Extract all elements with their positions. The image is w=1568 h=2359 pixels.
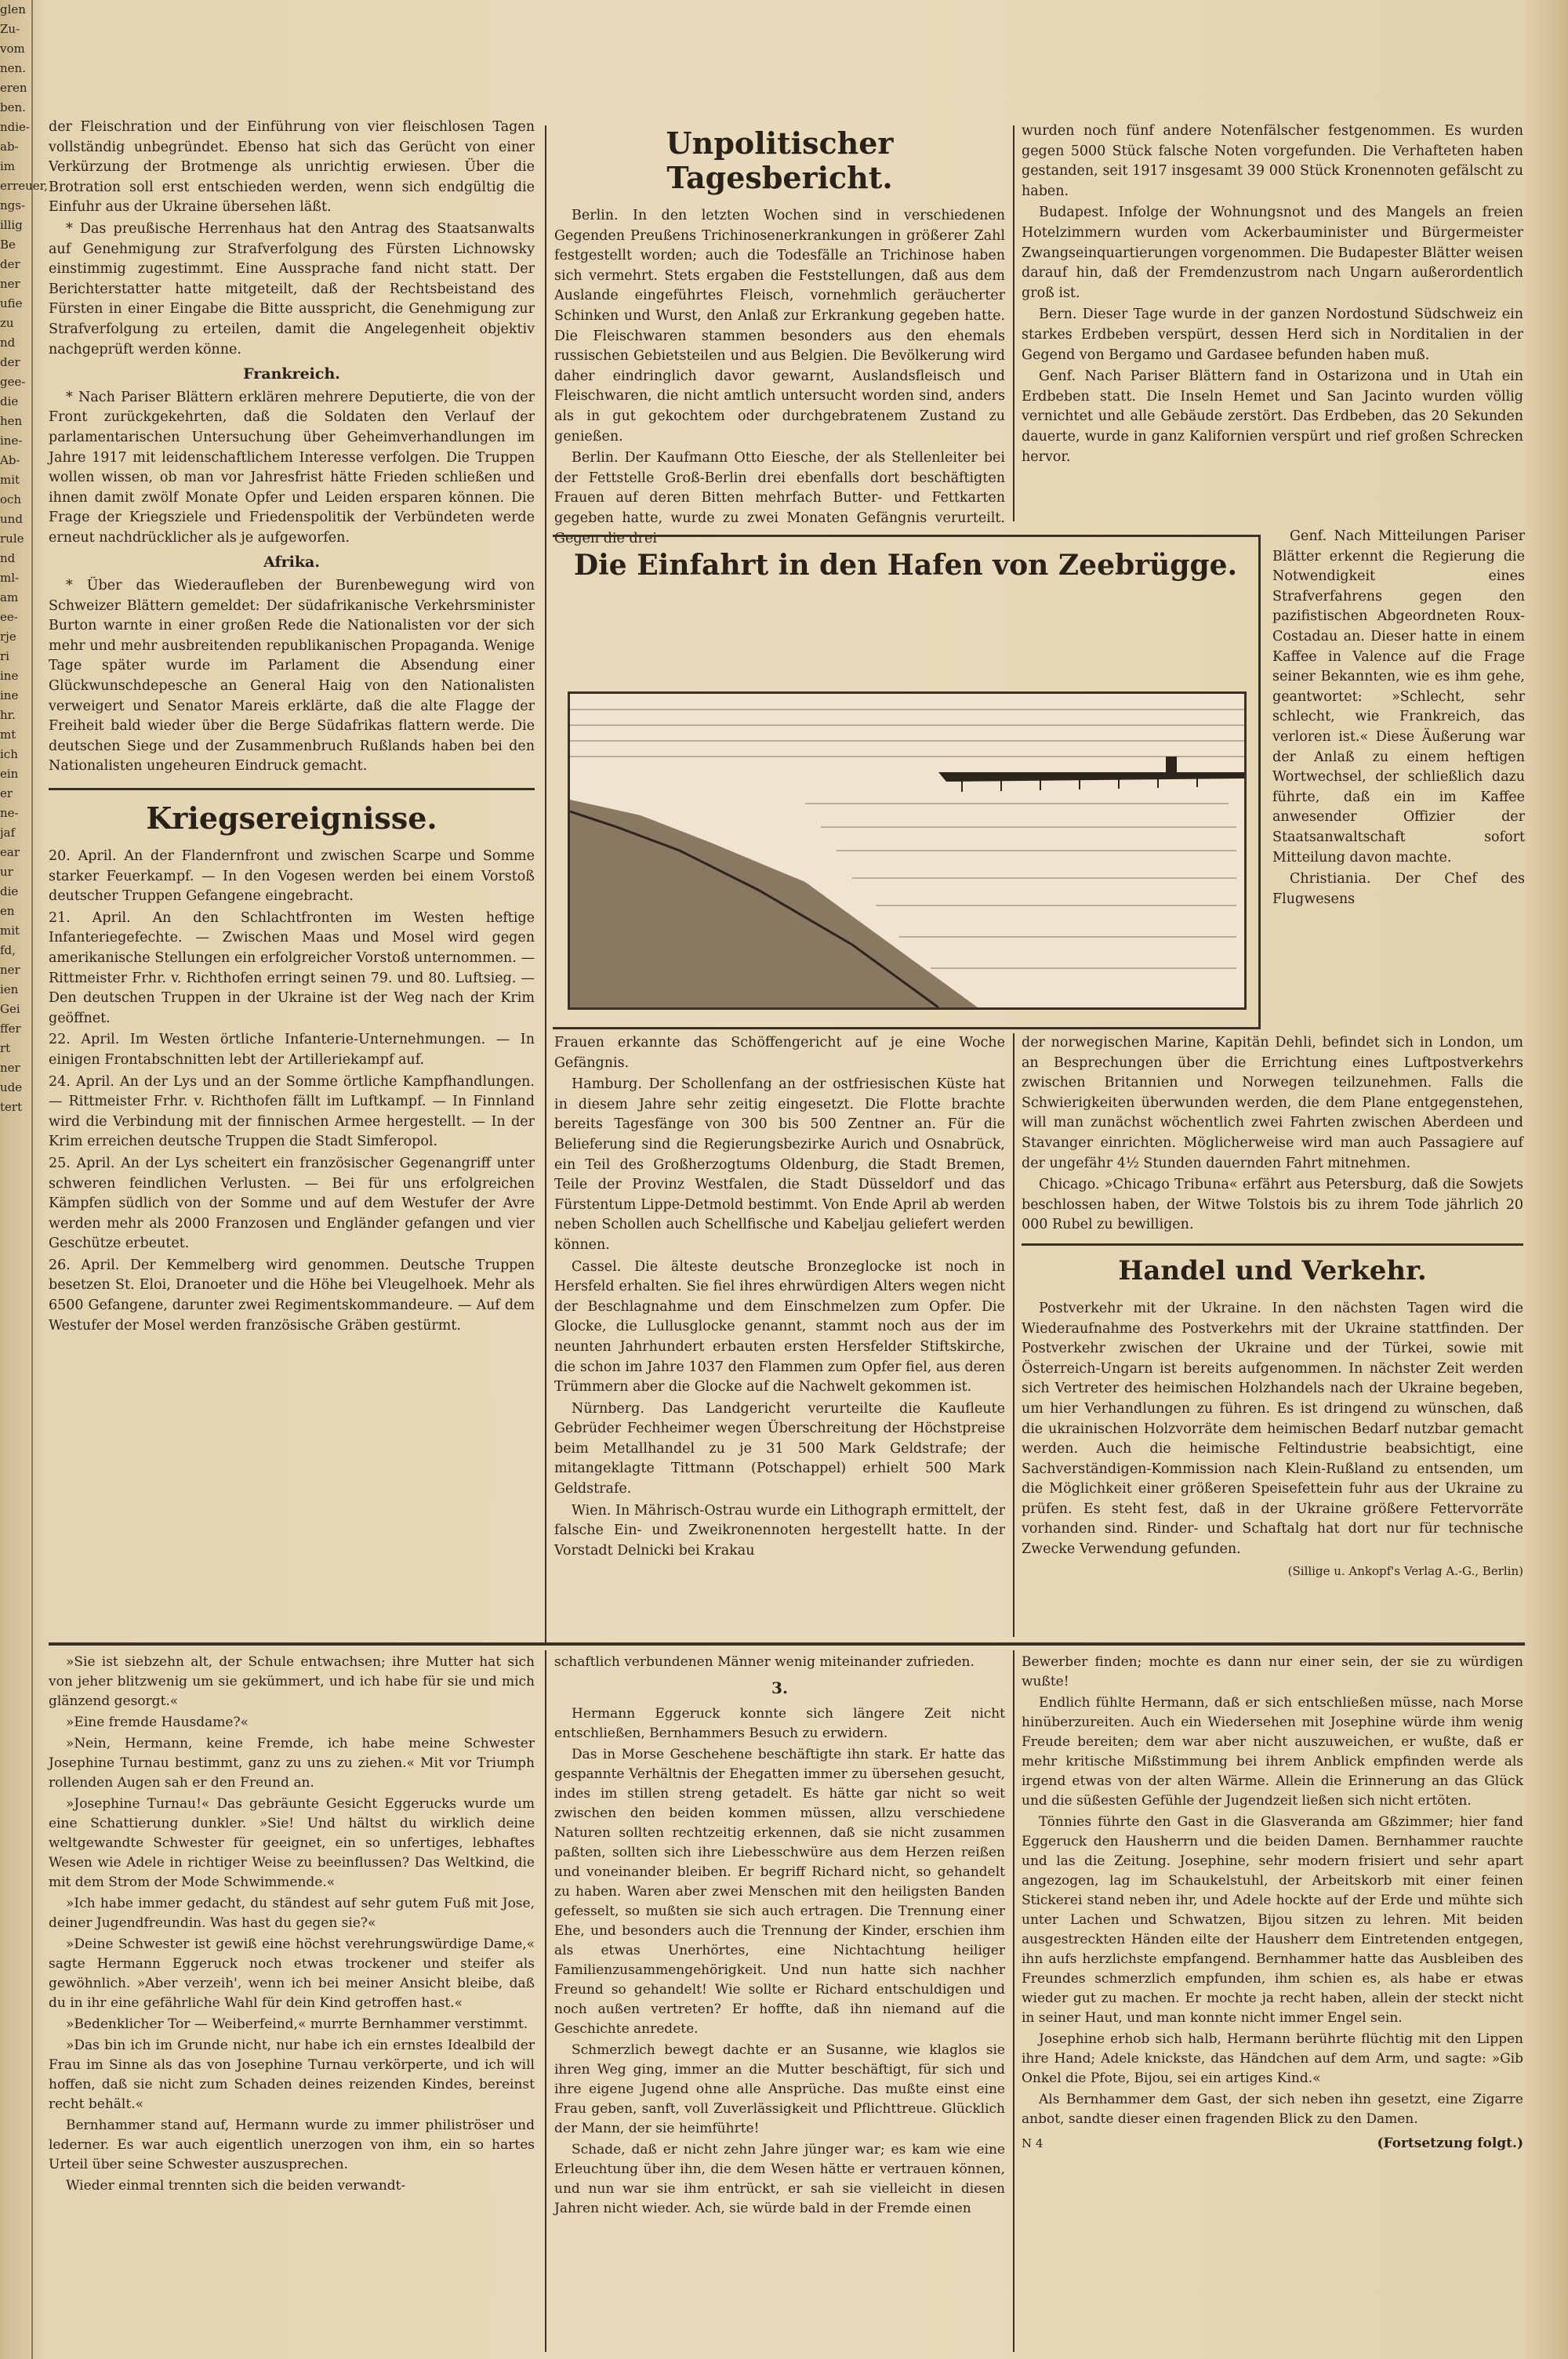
edge-text-fragment: ffer — [0, 1022, 21, 1036]
serial-paragraph: »Sie ist siebzehn alt, der Schule entwachsen; ihre Mutter hat sich von jeher blitzwenig um sie gekümmert, und ich habe für sie und mich glänzend gesorgt.« — [49, 1654, 535, 1709]
article-berlin-trichinose: Berlin. In den letzten Wochen sind in verschiedenen Gegenden Preußens Trichinosenerkrankungen in größerer Zahl festgestellt worden; auch die Todesfälle an Trichinose haben sich vermehrt. Stets ergaben die Feststellungen, daß aus dem Auslande eingeführtes Fleisch, vornehmlich geräucherter Schinken und Wurst, den Anlaß zur Erkrankung gegeben hatte. Die Fleischwaren stammen besonders aus den ehemals russischen Gebietsteilen und aus Belgien. Die Bevölkerung wird daher eindringlich davor gewarnt, Auslandsfleisch und Fleischwaren, die nicht amtlich untersucht worden sind, anders als in gut gekochtem oder durchgebratenem Zustand zu genießen. — [554, 208, 1005, 445]
edge-text-fragment: nd — [0, 551, 16, 565]
edge-text-fragment: vom — [0, 42, 25, 56]
edge-text-fragment: ich — [0, 747, 18, 761]
article-bern: Bern. Dieser Tage wurde in der ganzen Nordostund Südschweiz ein starkes Erdbeben verspürt, dessen Herd sich in Norditalien in der Gegend von Bergamo und Gardasee befunden haben muß. — [1022, 307, 1523, 363]
serial-paragraph: Endlich fühlte Hermann, daß er sich entschließen müsse, nach Morse hinüberzureiten. Auch ein Wiedersehen mit Josephine würde ihm wenig Freude bereiten; dem war aber nicht auszuweichen, er wußte, daß er mehr kritische Mißstimmung bei ihrem Anblick empfinden werde als irgend etwas von der alten Wärme. Allein die Erinnerung an das Glück und die süßesten Gefühle der Jugendzeit ließen sich nicht ertöten. — [1022, 1695, 1523, 1809]
edge-text-fragment: hen — [0, 414, 23, 428]
column-side — [1272, 527, 1525, 1044]
column-rule — [1013, 125, 1014, 521]
serial-paragraph: Hermann Eggeruck konnte sich längere Zeit nicht entschließen, Bernhammers Besuch zu erwidern. — [554, 1706, 1005, 1741]
edge-text-fragment: hr. — [0, 708, 16, 722]
edge-text-fragment: Be — [0, 238, 16, 252]
edge-text-fragment: ufie — [0, 296, 23, 310]
engraving-image — [570, 694, 1244, 1007]
publisher-credit: (Sillige u. Ankopf's Verlag A.-G., Berlin) — [1287, 1563, 1523, 1578]
serial-paragraph: Tönnies führte den Gast in die Glasveranda am Gßzimmer; hier fand Eggeruck den Hausherrn und die beiden Damen. Bernhammer rauchte und las die Zeitung. Josephine, sehr modern frisiert und sehr apart angezogen, lag im Schaukelstuhl, der Arbeitskorb mit einer feinen Stickerei stand neben ihr, und Adele hockte auf der Erde und mühte sich unter Lachen und Schwatzen, Bijou sitzen zu lehren. Mit beiden ausgestreckten Händen eilte der Hausherr dem Eintretenden entgegen, ihn aufs herzlichste empfangend. Bernhammer hatte das Ausbleiben des Freundes schmerzlich empfunden, ihm schien es, als habe er etwas wieder gut zu machen. Er mochte ja recht haben, allein der steckt nicht in seiner Haut, und man konnte nicht immer Engel sein. — [1022, 1814, 1523, 2026]
edge-text-fragment: erreuer, — [0, 179, 48, 193]
serial-paragraph: »Josephine Turnau!« Das gebräunte Gesicht Eggerucks wurde um eine Schattierung dunkler. »Sie! Und hältst du wirklich deine weltgewandte Schwester für geeignet, ein so unfertiges, lebhaftes Wesen wie Adele in richtiger Weise zu beeinflussen? Das Weltkind, die mit dem Strom der Mode Schwimmende.« — [49, 1796, 535, 1890]
serial-paragraph: »Das bin ich im Grunde nicht, nur habe ich ein ernstes Idealbild der Frau im Sinne als das von Josephine Turnau verkörperte, und ich will hoffen, daß sie nicht zum Schaden deines reizenden Kindes, bereinst recht behält.« — [49, 2038, 535, 2112]
edge-text-fragment: ine- — [0, 434, 23, 448]
serial-paragraph: Schmerzlich bewegt dachte er an Susanne, wie klaglos sie ihren Weg ging, immer an die Mutter beschäftigt, für sich und ihre eigene Jugend ohne alle Ansprüche. Das mußte einst eine Frau geben, sanft, voll Zuverlässigkeit und Pflichttreue. Glücklich der Mann, der sie heimführte! — [554, 2042, 1005, 2136]
article-notenfaelscher: wurden noch fünf andere Notenfälscher festgenommen. Es wurden gegen 5000 Stück falsche Noten vorgefunden. Die Verhafteten haben gestanden, seit 1917 insgesamt 39 000 Stück Kronennoten gefälscht zu haben. — [1022, 123, 1523, 199]
column-politics — [49, 118, 535, 1525]
continuation-note: (Fortsetzung folgt.) — [1377, 2136, 1523, 2151]
edge-text-fragment: zu — [0, 316, 14, 330]
serial-paragraph: »Ich habe immer gedacht, du ständest auf sehr gutem Fuß mit Jose, deiner Jugendfreundin. Was hast du gegen sie?« — [49, 1896, 535, 1931]
war-event-25: 25. April. An der Lys scheitert ein französischer Gegenangriff unter schweren feindlichen Verlusten. — Bei für uns erfolgreichen Kämpfen südlich von der Somme und auf dem Westufer der Avre werden mehr als 2000 Franzosen und Engländer gefangen und vier Geschütze erbeutet. — [49, 1155, 535, 1252]
edge-text-fragment: ee- — [0, 610, 18, 624]
edge-text-fragment: ner — [0, 963, 20, 977]
serial-paragraph: Als Bernhammer dem Gast, der sich neben ihn gesetzt, eine Zigarre anbot, sandte dieser einen fragenden Blick zu den Damen. — [1022, 2092, 1523, 2127]
issue-number: N 4 — [1022, 2136, 1044, 2150]
serial-paragraph: Bernhammer stand auf, Hermann wurde zu immer philiströser und lederner. Es war auch eigentlich unerzogen von ihm, ein so hartes Urteil über seine Schwester auszusprechen. — [49, 2118, 535, 2172]
edge-text-fragment: eren — [0, 81, 27, 95]
edge-text-fragment: nd — [0, 336, 16, 350]
article-meat-ration: der Fleischration und der Einführung von vier fleischlosen Tagen vollständig unbegründet. Ebenso hat sich das Gerücht von einer Verkürzung der Brotmenge als unrichtig erwiesen. Über die Brotration soll erst entschieden werden, wenn sich endgültig die Einfuhr aus der Ukraine übersehen läßt. — [49, 119, 535, 216]
edge-text-fragment: mit — [0, 473, 20, 487]
edge-text-fragment: im — [0, 159, 16, 173]
edge-text-fragment: ner — [0, 277, 20, 291]
edge-text-fragment: ben. — [0, 100, 26, 114]
article-chicago: Chicago. »Chicago Tribuna« erfährt aus Petersburg, daß die Sowjets beschlossen haben, der Witwe Tolstois bis zu ihrem Tode jährlich 20 000 Rubel zu bewilligen. — [1022, 1177, 1523, 1233]
section-afrika: Afrika. — [263, 553, 320, 572]
edge-text-fragment: ri — [0, 649, 9, 663]
edge-text-fragment: mit — [0, 924, 20, 938]
heading-kriegsereignisse: Kriegsereignisse. — [146, 800, 437, 836]
edge-text-fragment: er — [0, 786, 13, 800]
edge-text-fragment: mt — [0, 728, 16, 742]
edge-text-fragment: der — [0, 257, 20, 271]
heading-tagesbericht: Unpolitischer Tagesbericht. — [666, 125, 894, 195]
article-budapest: Budapest. Infolge der Wohnungsnot und des Mangels an freien Hotelzimmern wurden vom Ackerbauminister und Bürgermeister Zwangseinquartierungen vorgenommen. Die Budapester Blätter weisen darauf hin, daß der Fremdenzustrom nach Ungarn außerordentlich groß ist. — [1022, 205, 1523, 301]
serial-paragraph: Josephine erhob sich halb, Hermann berührte flüchtig mit den Lippen ihre Hand; Adele knickste, das Händchen auf dem Arm, und sagte: »Gib Onkel die Pfote, Bijou, sei ein artiges Kind.« — [1022, 2031, 1523, 2086]
edge-text-fragment: ner — [0, 1061, 20, 1075]
article-frankreich: * Nach Pariser Blättern erklären mehrere Deputierte, die von der Front zurückgekehrten, daß die Soldaten den Verlauf der parlamentarischen Untersuchung über Geheimverhandlungen im Jahre 1917 mit leidenschaftlichem Interesse verfolgen. Die Truppen wollen wissen, ob man vor Jahresfrist hätte Frieden schließen und ihnen damit zwölf Monate Opfer und Leiden ersparen können. Die Frage der Kriegsziele und Friedenspolitik der Verbündeten werde erneut nachdrücklicher als je aufgeworfen. — [49, 389, 535, 546]
war-event-26: 26. April. Der Kemmelberg wird genommen. Deutsche Truppen besetzen St. Eloi, Dranoeter und die Höhe bei Vleugelhoek. Mehr als 6500 Gefangene, darunter zwei Regimentskommandeure. — Auf dem Westufer der Mosel werden französische Gräben gestürmt. — [49, 1257, 535, 1334]
edge-text-fragment: die — [0, 884, 19, 898]
edge-text-fragment: ne- — [0, 806, 19, 820]
serial-paragraph: Wieder einmal trennten sich die beiden verwandt- — [66, 2178, 406, 2194]
column-rule — [545, 1650, 546, 2352]
edge-text-fragment: und — [0, 512, 23, 526]
edge-text-fragment: ml- — [0, 571, 20, 585]
article-genf-roux: Genf. Nach Mitteilungen Pariser Blätter erkennt die Regierung die Notwendigkeit eines Strafverfahrens gegen den pazifistischen Abgeordneten Roux-Costadau an. Dieser hatte in einem Kaffee in Valence auf die Frage seiner Bekannten, wie es ihm gehe, geantwortet: »Schlecht, sehr schlecht, wie Frankreich, das verloren ist.« Diese Äußerung war der Anlaß zu einem heftigen Wortwechsel, der schließlich dazu führte, daß ein im Kaffee anwesender Offizier der Staatsanwaltschaft sofort Mitteilung davon machte. — [1272, 528, 1525, 866]
feuilleton-rule — [49, 1642, 1525, 1646]
article-postverkehr: Postverkehr mit der Ukraine. In den nächsten Tagen wird die Wiederaufnahme des Postverkehrs mit der Ukraine stattfinden. Der Postverkehr zwischen der Ukraine und der Türkei, sowie mit Österreich-Ungarn ist bereits aufgenommen. In nächster Zeit werden sich Vertreter des heimischen Holzhandels nach der Ukraine begeben, um hier Verhandlungen zu führen. Es ist dringend zu wünschen, daß die ukrainischen Holzvorräte dem heimischen Bedarf nutzbar gemacht werden. Auch die heimische Feltindustrie beabsichtigt, eine Sachverständigen-Kommission nach Klein-Rußland zu entsenden, um die Möglichkeit einer größeren Speisefettein fuhr aus der Ukraine zu prüfen. Es steht fest, daß in der Ukraine größere Fettervorräte vorhanden sind. Rinder- und Schaftalg hat dort nur für technische Zwecke Verwendung gefunden. — [1022, 1300, 1523, 1558]
war-event-24: 24. April. An der Lys und an der Somme örtliche Kampfhandlungen. — Rittmeister Frhr. v. Richthofen fällt im Luftkampf. — In Finnland wird die Verbindung mit der finnischen Armee hergestellt. — In der Krim erreichen deutsche Truppen die Stadt Simferopol. — [49, 1073, 535, 1150]
article-hamburg: Hamburg. Der Schollenfang an der ostfriesischen Küste hat in diesem Jahre sehr zeitig eingesetzt. Die Flotte brachte bereits Tagesfänge von 300 bis 500 Zentner an. Für die Belieferung sind die Regierungsbezirke Aurich und Osnabrück, ein Teil des Großherzogtums Oldenburg, die Stadt Bremen, Teile der Provinz Westfalen, die Stadt Düsseldorf und das Fürstentum Lippe-Detmold bestimmt. Von Ende April ab werden neben Schollen auch Schellfische und Kabeljau geliefert werden können. — [554, 1076, 1005, 1253]
edge-text-fragment: gee- — [0, 375, 26, 389]
section-frankreich: Frankreich. — [243, 365, 340, 383]
divider — [49, 788, 535, 790]
article-genf-erdbeben: Genf. Nach Pariser Blättern fand in Ostarizona und in Utah ein Erdbeben statt. Die Inseln Hemet und San Jacinto wurden völlig vernichtet und alle Gebäude zerstört. Das Erdbeben, das 20 Sekunden dauerte, wurde in ganz Kalifornien verspürt und rief großen Schrecken hervor. — [1022, 368, 1523, 465]
edge-text-fragment: am — [0, 590, 19, 604]
column-tagesbericht — [554, 122, 1005, 546]
edge-text-fragment: nen. — [0, 61, 26, 75]
adjacent-page-edge — [0, 0, 48, 2359]
edge-text-fragment: Gei — [0, 1002, 20, 1016]
chapter-number: 3. — [771, 1679, 788, 1697]
serial-paragraph: »Nein, Hermann, keine Fremde, ich habe meine Schwester Josephine Turnau bestimmt, ganz zu uns zu ziehen.« Mit vor Triumph rollenden Augen sah er den Freund an. — [49, 1736, 535, 1791]
article-afrika: * Über das Wiederaufleben der Burenbewegung wird von Schweizer Blättern gemeldet: Der südafrikanische Verkehrsminister Burton warnte in einer großen Rede die Nationalisten vor der sich mehr und mehr ausbreitenden republikanischen Propaganda. Wenige Tage später wurde im Parlament die Absendung einer Glückwunschdepesche an General Haig von den Nationalisten verweigert und Senator Mareis erklärte, daß die alte Flagge der Freiheit bald wieder über die Berge Südafrikas flattern werde. Die deutschen Siege und der Zusammenbruch Rußlands haben bei den Nationalisten ungeheuren Eindruck gemacht. — [49, 578, 535, 775]
article-christiania: Christiania. Der Chef des Flugwesens — [1272, 871, 1525, 907]
article-herrenhaus: * Das preußische Herrenhaus hat den Antrag des Staatsanwalts auf Genehmigung zur Strafverfolgung des Fürsten Lichnowsky einstimmig zugestimmt. Eine Aussprache fand nicht statt. Der Berichterstatter hatte mitgeteilt, daß der Rechtsbeistand des Fürsten in einer Eingabe die Bitte ausspricht, die Genehmigung zur Strafverfolgung zu erteilen, damit die Angelegenheit objektiv nachgeprüft werden könne. — [49, 220, 535, 357]
article-frauen: Frauen erkannte das Schöffengericht auf je eine Woche Gefängnis. — [554, 1035, 1005, 1071]
edge-text-fragment: ab- — [0, 140, 19, 154]
war-event-21: 21. April. An den Schlachtfronten im Westen heftige Infanteriegefechte. — Zwischen Maas und Mosel wird gegen amerikanische Stellungen ein erfolgreicher Vorstoß unternommen. — Rittmeister Frhr. v. Richthofen erringt seinen 79. und 80. Luftsieg. — Den deutschen Truppen in der Ukraine ist der Weg nach der Krim geöffnet. — [49, 909, 535, 1026]
edge-text-fragment: ine — [0, 669, 19, 683]
edge-text-fragment: rt — [0, 1041, 11, 1055]
edge-text-fragment: glen — [0, 2, 26, 16]
article-wien: Wien. In Mährisch-Ostrau wurde ein Lithograph ermittelt, der falsche Ein- und Zweikronennoten hergestellt hatte. In der Vorstadt Delnicki bei Krakau — [554, 1502, 1005, 1559]
edge-text-fragment: Ab- — [0, 453, 20, 467]
edge-text-fragment: och — [0, 492, 22, 506]
edge-text-fragment: rule — [0, 532, 24, 546]
edge-text-fragment: Zu- — [0, 22, 20, 36]
column-rule — [1013, 1650, 1014, 2352]
serial-paragraph: schaftlich verbundenen Männer wenig miteinander zufrieden. — [554, 1654, 975, 1670]
edge-text-fragment: ear — [0, 845, 20, 859]
war-event-20: 20. April. An der Flandernfront und zwischen Scarpe und Somme starker Feuerkampf. — In den Vogesen werden bei einem Vorstoß deutscher Truppen Gefangene eingebracht. — [49, 848, 535, 905]
edge-text-fragment: ngs- — [0, 198, 26, 212]
feature-title: Die Einfahrt in den Hafen von Zeebrügge. — [573, 549, 1238, 582]
edge-text-fragment: ein — [0, 767, 19, 781]
edge-text-fragment: ur — [0, 865, 13, 879]
edge-text-fragment: ude — [0, 1080, 23, 1094]
article-nuernberg: Nürnberg. Das Landgericht verurteilte die Kaufleute Gebrüder Fechheimer wegen Überschreitung der Höchstpreise beim Metallhandel zu je 31 500 Mark Geldstrafe; der mitangeklagte Tittmann (Potschappel) erhielt 500 Mark Geldstrafe. — [554, 1400, 1005, 1497]
heading-handel: Handel und Verkehr. — [1118, 1254, 1427, 1287]
zeebruegge-engraving — [568, 691, 1247, 1010]
serial-paragraph: »Eine fremde Hausdame?« — [66, 1715, 249, 1730]
column-rule — [545, 125, 546, 1642]
edge-text-fragment: fd, — [0, 943, 16, 957]
serial-paragraph: Schade, daß er nicht zehn Jahre jünger war; es kam wie eine Erleuchtung über ihn, die dem Wesen hätte er vertrauen können, und nun war sie ihm entrückt, er sah sie vielleicht in diesen Jahren nicht wieder. Ach, sie würde bald in der Fremde einen — [554, 2142, 1005, 2216]
edge-text-fragment: ine — [0, 688, 19, 702]
war-event-22: 22. April. Im Westen örtliche Infanterie-Unternehmungen. — In einigen Frontabschnitten lebt der Artilleriekampf auf. — [49, 1032, 535, 1068]
edge-text-fragment: der — [0, 355, 20, 369]
column-lower-right — [1022, 1033, 1523, 1637]
column-news-right — [1022, 122, 1523, 525]
edge-text-fragment: rje — [0, 630, 16, 644]
serial-paragraph: »Bedenklicher Tor — Weiberfeind,« murrte Bernhammer verstimmt. — [66, 2016, 528, 2032]
serial-footer — [1022, 2134, 1523, 2154]
column-rule — [1013, 1033, 1014, 1637]
serial-paragraph: Das in Morse Geschehene beschäftigte ihn stark. Er hatte das gespannte Verhältnis der Ehegatten immer zu übersehen gesucht, indes im stillen streng getadelt. Es hätte gar nicht so weit zwischen den beiden kommen müssen, allzu verschiedene Naturen sollten rechtzeitig erkennen, daß sie nicht zusammen paßten, sollten sich ihre Liebesschwüre aus dem Herzen reißen und voneinander bleiben. Er begriff Richard nicht, so gehandelt zu haben. Waren aber zwei Menschen mit den heiligsten Banden gefesselt, so mußten sie sich auch ertragen. Die Trennung einer Ehe, und besonders auch die Trennung der Kinder, erschien ihm als etwas Unerhörtes, eine Nichtachtung heiliger Familienzusammengehörigkeit. Und nun hatte sich nachher Freund so gehandelt! Wie sollte er Richard entschuldigen und noch außen vertreten? Er hoffte, daß ihn niemand auf die Geschichte anredete. — [554, 1747, 1005, 2037]
edge-text-fragment: jaf — [0, 826, 16, 840]
serial-paragraph: »Deine Schwester ist gewiß eine höchst verehrungswürdige Dame,« sagte Hermann Eggeruck noch etwas trockener und steifer als gewöhnlich. »Aber verzeih', wenn ich bei meiner Ansicht bleibe, daß du in ihr eine gefährliche Wahl für dein Kind getroffen hast.« — [49, 1936, 535, 2011]
edge-text-fragment: illig — [0, 218, 23, 232]
article-norwegen: der norwegischen Marine, Kapitän Dehli, befindet sich in London, um an Besprechungen über die Errichtung eines Luftpostverkehrs zwischen Britannien und Norwegen teilzunehmen. Falls die Schwierigkeiten überwunden werden, die dem Plane entgegenstehen, will man zunächst wöchentlich zwei Fahrten zwischen Aberdeen und Stavanger einrichten. Möglicherweise wird man auch Passagiere auf der ungefähr 4½ Stunden dauernden Fahrt mitnehmen. — [1022, 1035, 1523, 1171]
edge-text-fragment: die — [0, 394, 19, 408]
edge-text-fragment: ndie- — [0, 120, 31, 134]
serial-column-2 — [554, 1653, 1005, 2354]
edge-text-fragment: en — [0, 904, 15, 918]
article-berlin-kaufmann: Berlin. Der Kaufmann Otto Eiesche, der als Stellenleiter bei der Fettstelle Groß-Berlin drei ebenfalls dort beschäftigten Frauen auf deren Bitten mehrfach Butter- und Fettkarten gegeben hatte, wurde zu zwei Monaten Gefängnis verurteilt. Gegen die drei — [554, 450, 1005, 546]
column-lower-middle — [554, 1033, 1005, 1629]
article-cassel: Cassel. Die älteste deutsche Bronzeglocke ist noch in Hersfeld erhalten. Sie fiel ihres ehrwürdigen Alters wegen nicht der Beschlagnahme und dem Einschmelzen zum Opfer. Die Glocke, die Lullusglocke genannt, stammt noch aus der im neunten Jahrhundert erbauten ersten Hersfelder Stiftskirche, die schon im Jahre 1037 den Flammen zum Opfer fiel, aus deren Trümmern aber die Glocke auf die Nachwelt gekommen ist. — [554, 1258, 1005, 1395]
serial-paragraph: Bewerber finden; mochte es dann nur einer sein, der sie zu würdigen wußte! — [1022, 1654, 1523, 1689]
edge-text-fragment: ien — [0, 982, 19, 996]
serial-column-3 — [1022, 1653, 1523, 2354]
divider — [1022, 1243, 1523, 1246]
edge-text-fragment: tert — [0, 1100, 23, 1114]
serial-column-1 — [49, 1653, 535, 2354]
